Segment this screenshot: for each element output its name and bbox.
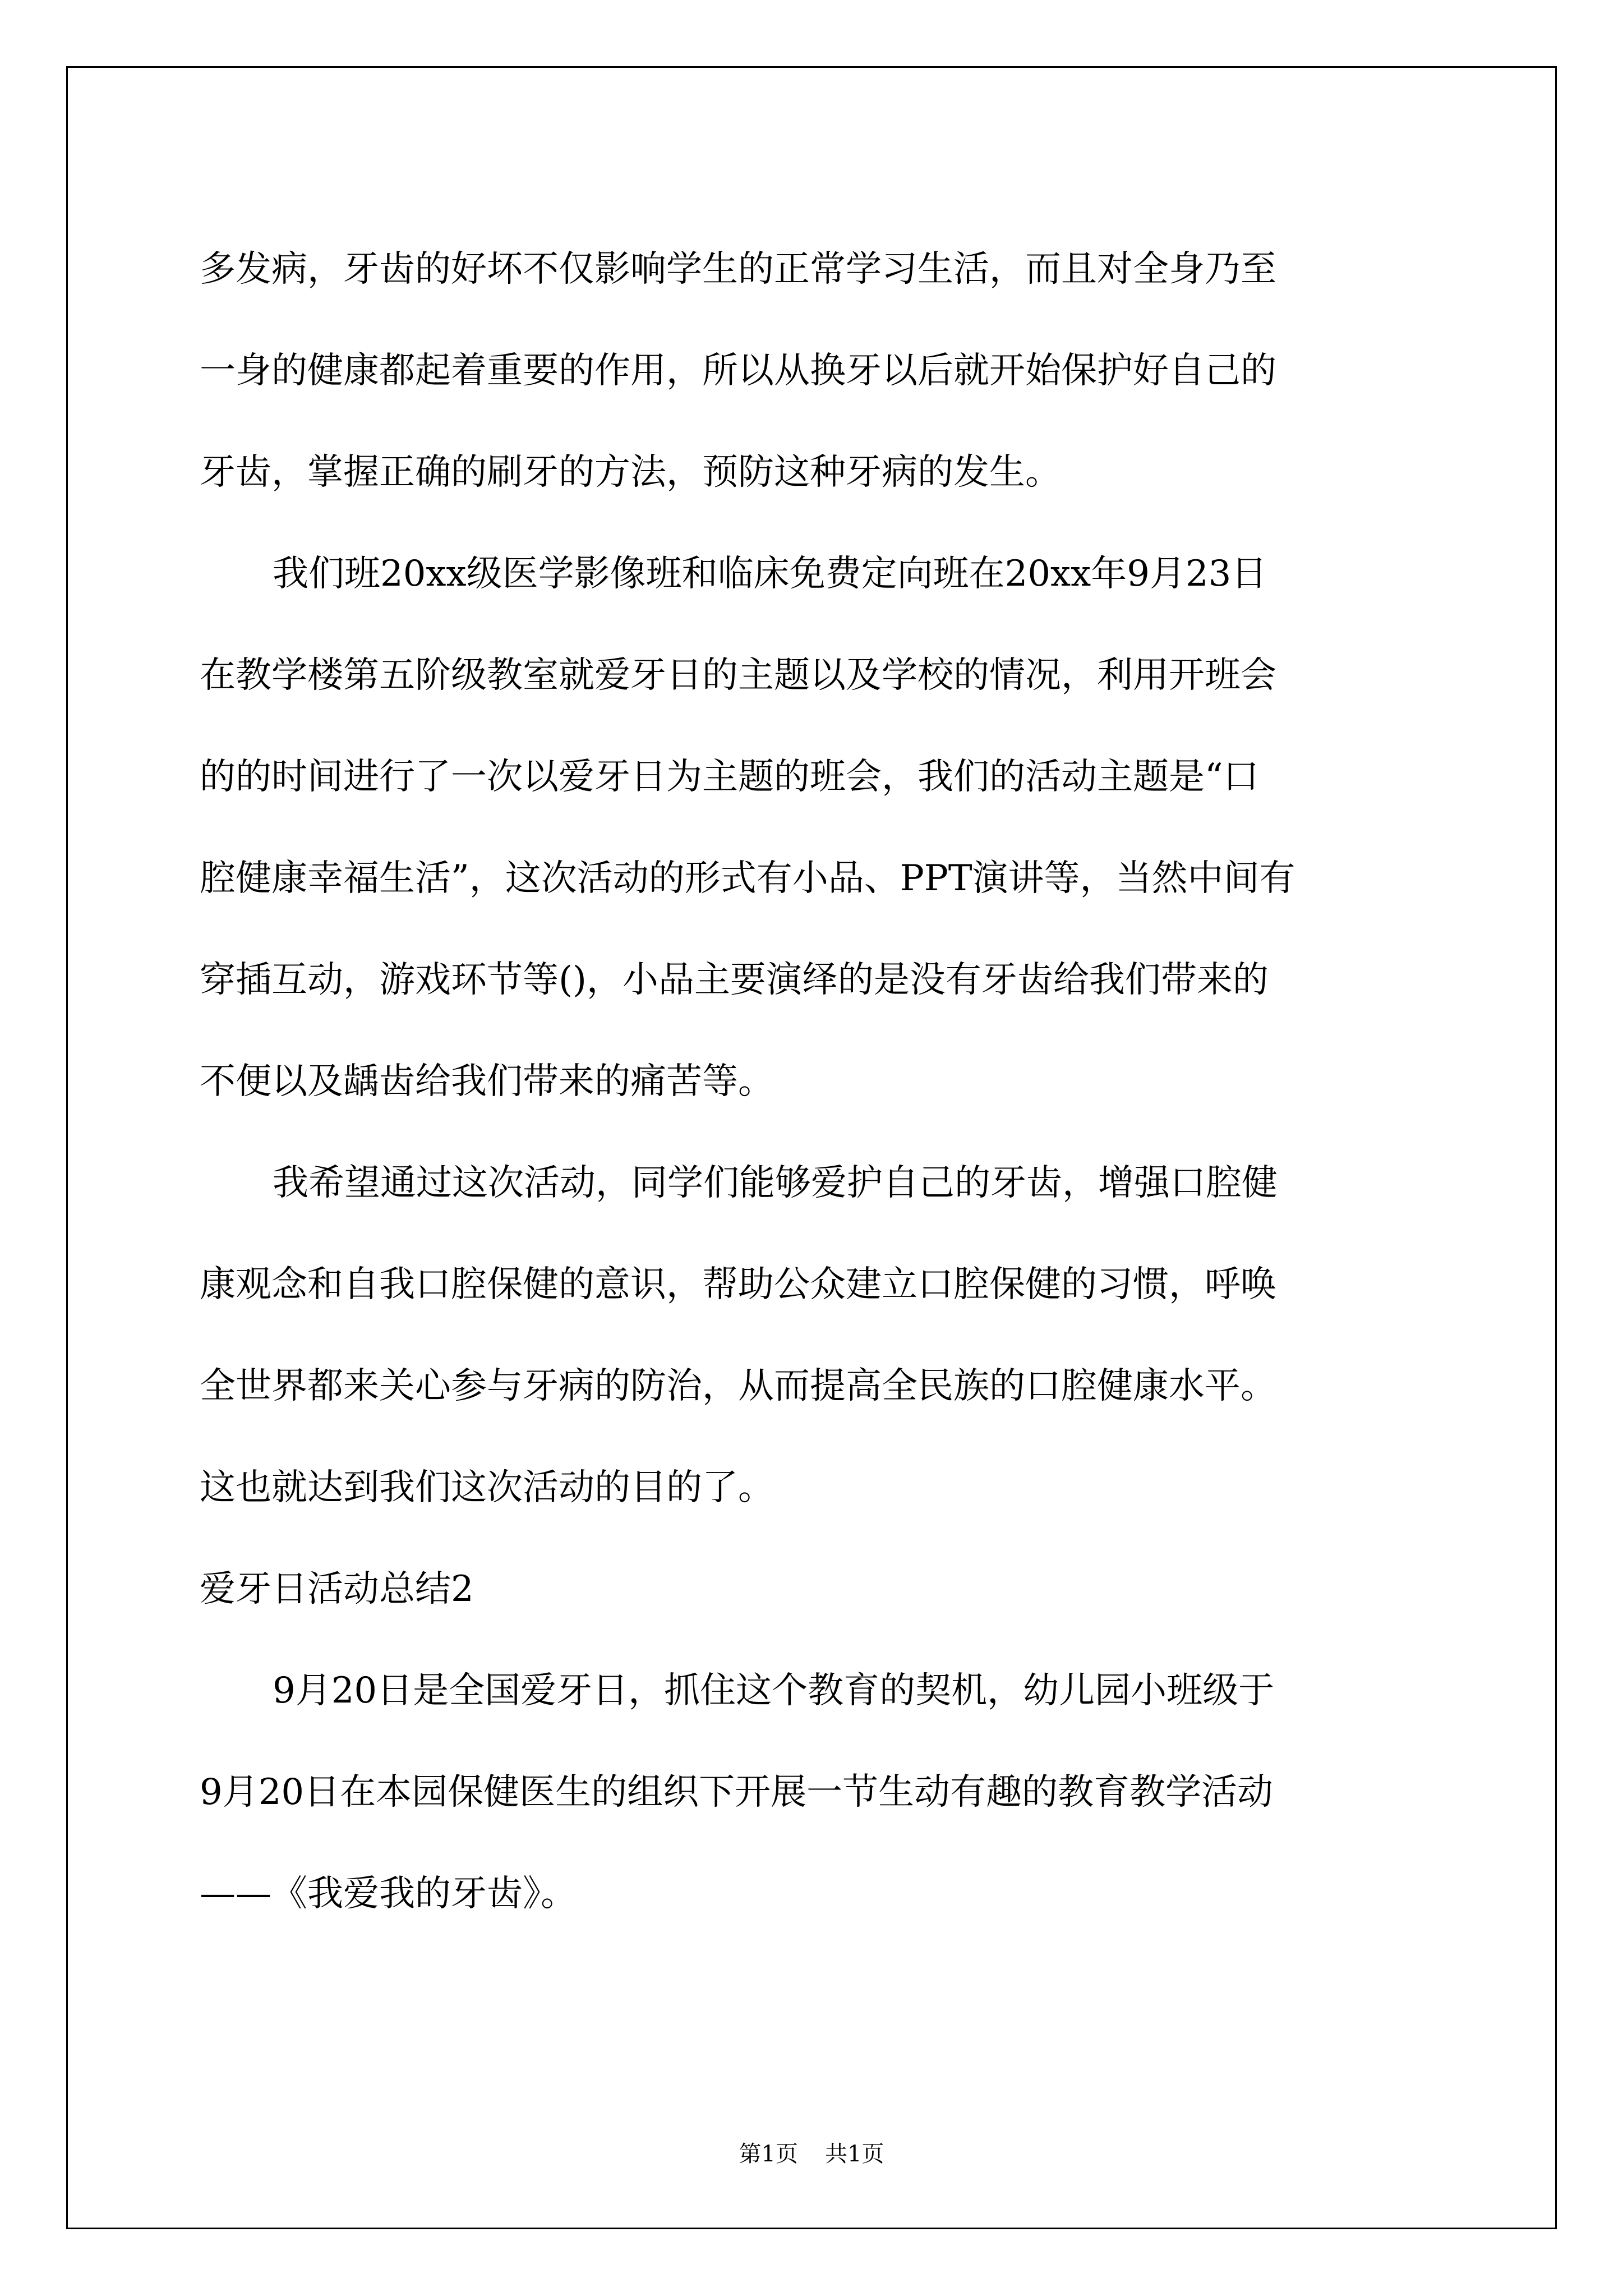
text-line: ——《我爱我的牙齿》。	[200, 1873, 577, 1915]
text-line: 9月20日在本园保健医生的组织下开展一节生动有趣的教育教学活动	[200, 1772, 1274, 1813]
text-line: 牙齿，掌握正确的刷牙的方法，预防这种牙病的发生。	[200, 452, 1061, 493]
text-line: 多发病，牙齿的好坏不仅影响学生的正常学习生活，而且对全身乃至	[200, 249, 1276, 290]
text-line: 康观念和自我口腔保健的意识，帮助公众建立口腔保健的习惯，呼唤	[200, 1264, 1276, 1305]
text-line: 我们班20xx级医学影像班和临床免费定向班在20xx年9月23日	[273, 553, 1267, 595]
text-line: 不便以及龋齿给我们带来的痛苦等。	[200, 1061, 774, 1102]
page-total: 共1页	[825, 2141, 884, 2167]
text-line: 全世界都来关心参与牙病的防治，从而提高全民族的口腔健康水平。	[200, 1365, 1276, 1407]
text-line: 在教学楼第五阶级教室就爱牙日的主题以及学校的情况，利用开班会	[200, 655, 1276, 696]
document-body	[200, 219, 1428, 1945]
text-line: 穿插互动，游戏环节等()，小品主要演绎的是没有牙齿给我们带来的	[200, 959, 1269, 1001]
section-heading: 爱牙日活动总结2	[200, 1568, 474, 1610]
text-line: 腔健康幸福生活”，这次活动的形式有小品、PPT演讲等，当然中间有	[200, 858, 1295, 899]
page-number: 第1页	[739, 2141, 798, 2167]
text-line: 的的时间进行了一次以爱牙日为主题的班会，我们的活动主题是“口	[200, 756, 1259, 798]
text-line: 我希望通过这次活动，同学们能够爱护自己的牙齿，增强口腔健	[273, 1162, 1278, 1204]
page-footer	[0, 2136, 1623, 2168]
text-line: 这也就达到我们这次活动的目的了。	[200, 1467, 774, 1508]
text-line: 9月20日是全国爱牙日，抓住这个教育的契机，幼儿园小班级于	[273, 1670, 1275, 1711]
text-line: 一身的健康都起着重要的作用，所以从换牙以后就开始保护好自己的	[200, 350, 1276, 392]
